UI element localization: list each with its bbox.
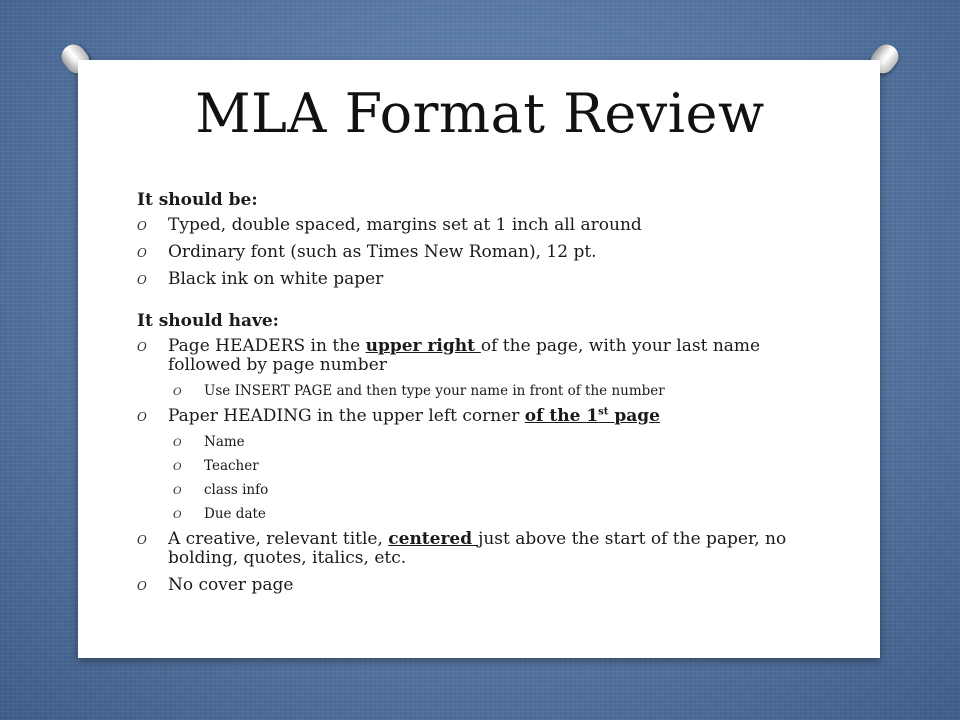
sub-list-item-text: Name — [204, 434, 245, 450]
sub-list-item-text: Use INSERT PAGE and then type your name in front of the number — [204, 383, 665, 399]
text-post: of the page, with your last name followed by page number — [168, 336, 761, 375]
sub-list-item — [137, 482, 827, 498]
text-pre: Paper HEADING in the upper left corner — [168, 406, 525, 426]
bullet-icon: O — [137, 246, 147, 260]
list-item-text: No cover page — [168, 575, 294, 595]
bullet-icon: O — [173, 509, 182, 521]
sub-list-item — [137, 383, 827, 399]
sub-list-item — [137, 506, 827, 522]
section-heading-should-be: It should be: — [137, 190, 258, 210]
bullet-icon: O — [173, 485, 182, 497]
bullet-icon: O — [173, 386, 182, 398]
list-item — [137, 270, 827, 289]
bullet-icon: O — [137, 410, 147, 424]
slide-title: MLA Format Review — [195, 82, 765, 145]
list-item-title — [137, 530, 827, 568]
list-item-text: Typed, double spaced, margins set at 1 inch all around — [168, 215, 642, 235]
emph-part-a: of the 1 — [524, 406, 599, 426]
text-pre: A creative, relevant title, — [168, 529, 389, 549]
bullet-icon: O — [173, 461, 182, 473]
bullet-icon: O — [173, 437, 182, 449]
bullet-icon: O — [137, 533, 147, 547]
text-pre: Page HEADERS in the — [168, 336, 366, 356]
list-item-heading — [137, 407, 827, 426]
emphasis-upper-right: upper right — [365, 336, 481, 356]
bullet-icon: O — [137, 219, 147, 233]
bullet-icon: O — [137, 579, 147, 593]
list-item — [137, 243, 827, 262]
bullet-icon: O — [137, 273, 147, 287]
emphasis-first-page — [525, 406, 660, 426]
sub-list-item-text: class info — [204, 482, 269, 498]
list-item-text: Ordinary font (such as Times New Roman), 12 pt. — [168, 242, 597, 262]
list-item-text: Black ink on white paper — [168, 269, 384, 289]
text-post: just above the start of the paper, no bolding, quotes, italics, etc. — [168, 529, 787, 568]
emph-part-b: page — [608, 406, 660, 426]
sub-list-item-text: Due date — [204, 506, 266, 522]
sub-list-item — [137, 434, 827, 450]
sub-list-item-text: Teacher — [204, 458, 259, 474]
slide-content — [137, 190, 827, 603]
emphasis-centered: centered — [388, 529, 479, 549]
emph-superscript: st — [598, 406, 609, 418]
list-item-headers — [137, 337, 827, 375]
list-item-cover — [137, 576, 827, 595]
section-heading-should-have: It should have: — [137, 311, 279, 331]
bullet-icon: O — [137, 340, 147, 354]
list-item — [137, 216, 827, 235]
sub-list-item — [137, 458, 827, 474]
